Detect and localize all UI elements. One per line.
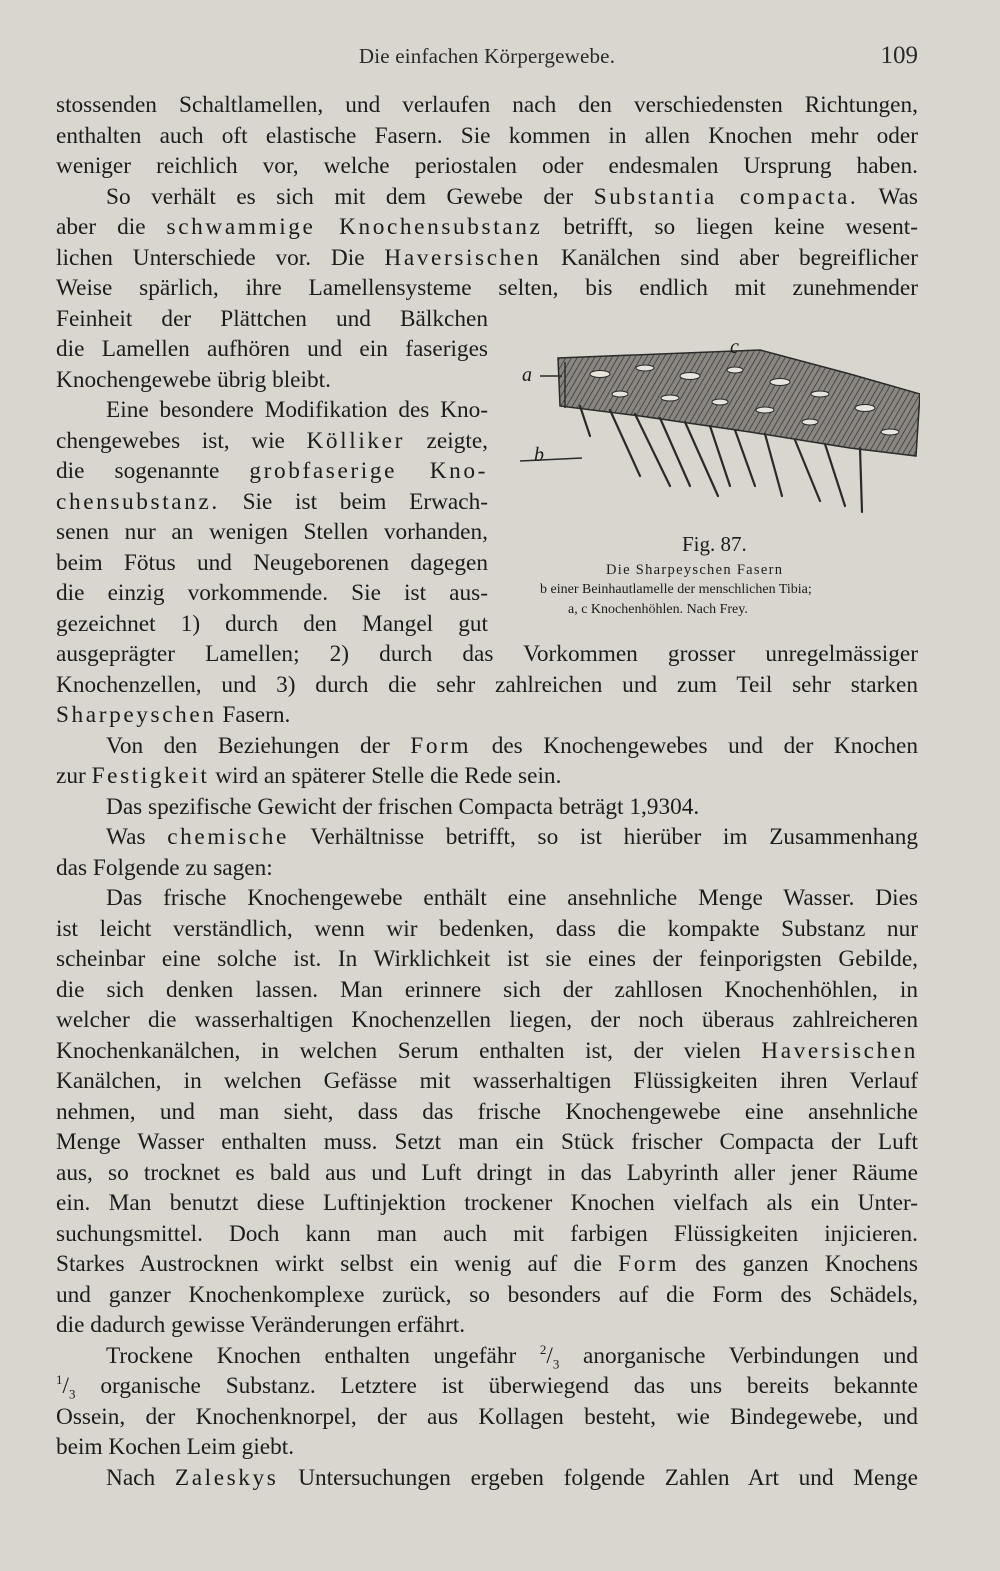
text-line: Trockene Knochen enthalten ungefähr $^2/_3$ anorganische Verbindungen und xyxy=(106,1341,918,1371)
text-line: beim Kochen Leim giebt. xyxy=(56,1434,295,1460)
text-line: und ganzer Knochenkomplexe zurück, so besonders auf die Form des Schädels, xyxy=(56,1281,918,1308)
text-line: die sich denken lassen. Man erinnere sich der zahllosen Knochenhöhlen, in xyxy=(56,976,918,1003)
text-line: enthalten auch oft elastische Fasern. Sie kommen in allen Knochen mehr oder xyxy=(56,122,918,149)
label-c: c xyxy=(730,336,739,358)
text-line: Eine besondere Modifikation des Kno- xyxy=(106,397,488,423)
author-name: Sharpeyschen xyxy=(56,702,217,728)
author-name: Kölliker xyxy=(306,427,405,454)
emphasis: Haversischen xyxy=(384,244,542,271)
label-a: a xyxy=(522,364,532,386)
text-line: nehmen, und man sieht, dass das frische Knochengewebe eine ansehnliche xyxy=(56,1098,918,1125)
author-name: Haversischen xyxy=(761,1037,918,1064)
text-line: die einzig vorkommende. Sie ist aus- xyxy=(56,580,488,606)
text-line: Feinheit der Plättchen und Bälkchen xyxy=(56,305,488,332)
text-line: Menge Wasser enthalten muss. Setzt man ein Stück frischer Compacta der Luft xyxy=(56,1129,918,1155)
text-line: scheinbar eine solche ist. In Wirklichkeit ist sie eines der feinporigsten Gebilde, xyxy=(56,946,918,972)
text-line: Von den Beziehungen der Form des Knochengewebes und der Knochen xyxy=(106,732,918,759)
emphasis: chemische xyxy=(167,824,289,850)
text-line: aus, so trocknet es bald aus und Luft dringt in das Labyrinth aller jener Räume xyxy=(56,1159,918,1186)
figure-caption-title: Die Sharpeyschen Fasern xyxy=(606,562,784,578)
text-line: lichen Unterschiede vor. Die Haversischen Kanälchen sind aber begreiflicher xyxy=(56,244,918,271)
text-line: Starkes Austrocknen wirkt selbst ein wenig auf die Form des ganzen Knochens xyxy=(56,1251,918,1277)
text-line: Weise spärlich, ihre Lamellensysteme selten, bis endlich mit zunehmender xyxy=(56,275,918,301)
figure-caption-line: a, c Knochenhöhlen. Nach Frey. xyxy=(568,602,748,617)
figure-number: Fig. 87. xyxy=(682,532,747,556)
text-line: zur Festigkeit wird an späterer Stelle die Rede sein. xyxy=(56,763,562,789)
body-text xyxy=(56,90,918,1493)
emphasis: Substantia compacta. xyxy=(593,183,859,210)
text-line: ein. Man benutzt diese Luftinjektion trockener Knochen vielfach als ein Unter- xyxy=(56,1190,918,1216)
text-line: Knochenzellen, und 3) durch die sehr zahlreichen und zum Teil sehr starken xyxy=(56,671,918,698)
emphasis: schwammige Knochensubstanz xyxy=(166,214,543,240)
text-line: suchungsmittel. Doch kann man auch mit farbigen Flüssigkeiten injicieren. xyxy=(56,1220,918,1247)
text-line: chensubstanz. Sie ist beim Erwach- xyxy=(56,488,488,515)
running-header xyxy=(56,40,918,74)
text-line: Knochenkanälchen, in welchen Serum enthalten ist, der vielen Haversischen xyxy=(56,1037,918,1064)
text-line: die dadurch gewisse Veränderungen erfährt. xyxy=(56,1312,466,1338)
emphasis: Festigkeit xyxy=(91,763,210,789)
emphasis: Form xyxy=(410,732,472,759)
text-line: weniger reichlich vor, welche periostalen oder endesmalen Ursprung haben. xyxy=(56,153,918,179)
emphasis: grobfaserige Kno- xyxy=(249,458,488,484)
figure-caption-line: b einer Beinhautlamelle der menschlichen Tibia; xyxy=(540,582,812,597)
label-b: b xyxy=(534,444,544,466)
text-line: Das frische Knochengewebe enthält eine ansehnliche Menge Wasser. Dies xyxy=(106,885,918,911)
text-line: ist leicht verständlich, wenn wir bedenken, dass die kompakte Substanz nur xyxy=(56,915,918,942)
text-line: die sogenannte grobfaserige Kno- xyxy=(56,458,488,484)
text-line: welcher die wasserhaltigen Knochenzellen liegen, der noch überaus zahlreicheren xyxy=(56,1007,918,1033)
emphasis: Form xyxy=(618,1251,680,1277)
text-line: das Folgende zu sagen: xyxy=(56,854,273,881)
text-line: Das spezifische Gewicht der frischen Compacta beträgt 1,9304. xyxy=(106,793,700,820)
text-line: $^1/_3$ organische Substanz. Letztere ist überwiegend das uns bereits bekannte xyxy=(56,1372,918,1402)
text-line: Ossein, der Knochenknorpel, der aus Kollagen besteht, wie Bindegewebe, und xyxy=(56,1403,918,1430)
text-line: chengewebes ist, wie Kölliker zeigte, xyxy=(56,427,488,454)
running-title: Die einfachen Körpergewebe. xyxy=(358,44,616,68)
text-line: die Lamellen aufhören und ein faseriges xyxy=(56,336,488,362)
emphasis: chensubstanz. xyxy=(56,488,220,515)
text-line: Kanälchen, in welchen Gefässe mit wasserhaltigen Flüssigkeiten ihren Verlauf xyxy=(56,1068,918,1094)
text-line: beim Fötus und Neugeborenen dagegen xyxy=(56,549,488,576)
text-line: ausgeprägter Lamellen; 2) durch das Vorkommen grosser unregelmässiger xyxy=(56,641,918,667)
text-line: gezeichnet 1) durch den Mangel gut xyxy=(56,610,488,637)
author-name: Zaleskys xyxy=(174,1464,279,1491)
text-line: Knochengewebe übrig bleibt. xyxy=(56,366,331,393)
text-line: So verhält es sich mit dem Gewebe der Substantia compacta. Was xyxy=(106,183,918,210)
text-line: stossenden Schaltlamellen, und verlaufen nach den verschiedensten Richtungen, xyxy=(56,92,918,118)
text-line: aber die schwammige Knochensubstanz betrifft, so liegen keine wesent- xyxy=(56,214,918,240)
page-number: 109 xyxy=(880,42,918,69)
text-line: Sharpeyschen Fasern. xyxy=(56,702,291,728)
text-line: senen nur an wenigen Stellen vorhanden, xyxy=(56,519,488,545)
text-line: Nach Zaleskys Untersuchungen ergeben folgende Zahlen Art und Menge xyxy=(106,1464,918,1491)
text-line: Was chemische Verhältnisse betrifft, so ist hierüber im Zusammenhang xyxy=(106,824,918,850)
